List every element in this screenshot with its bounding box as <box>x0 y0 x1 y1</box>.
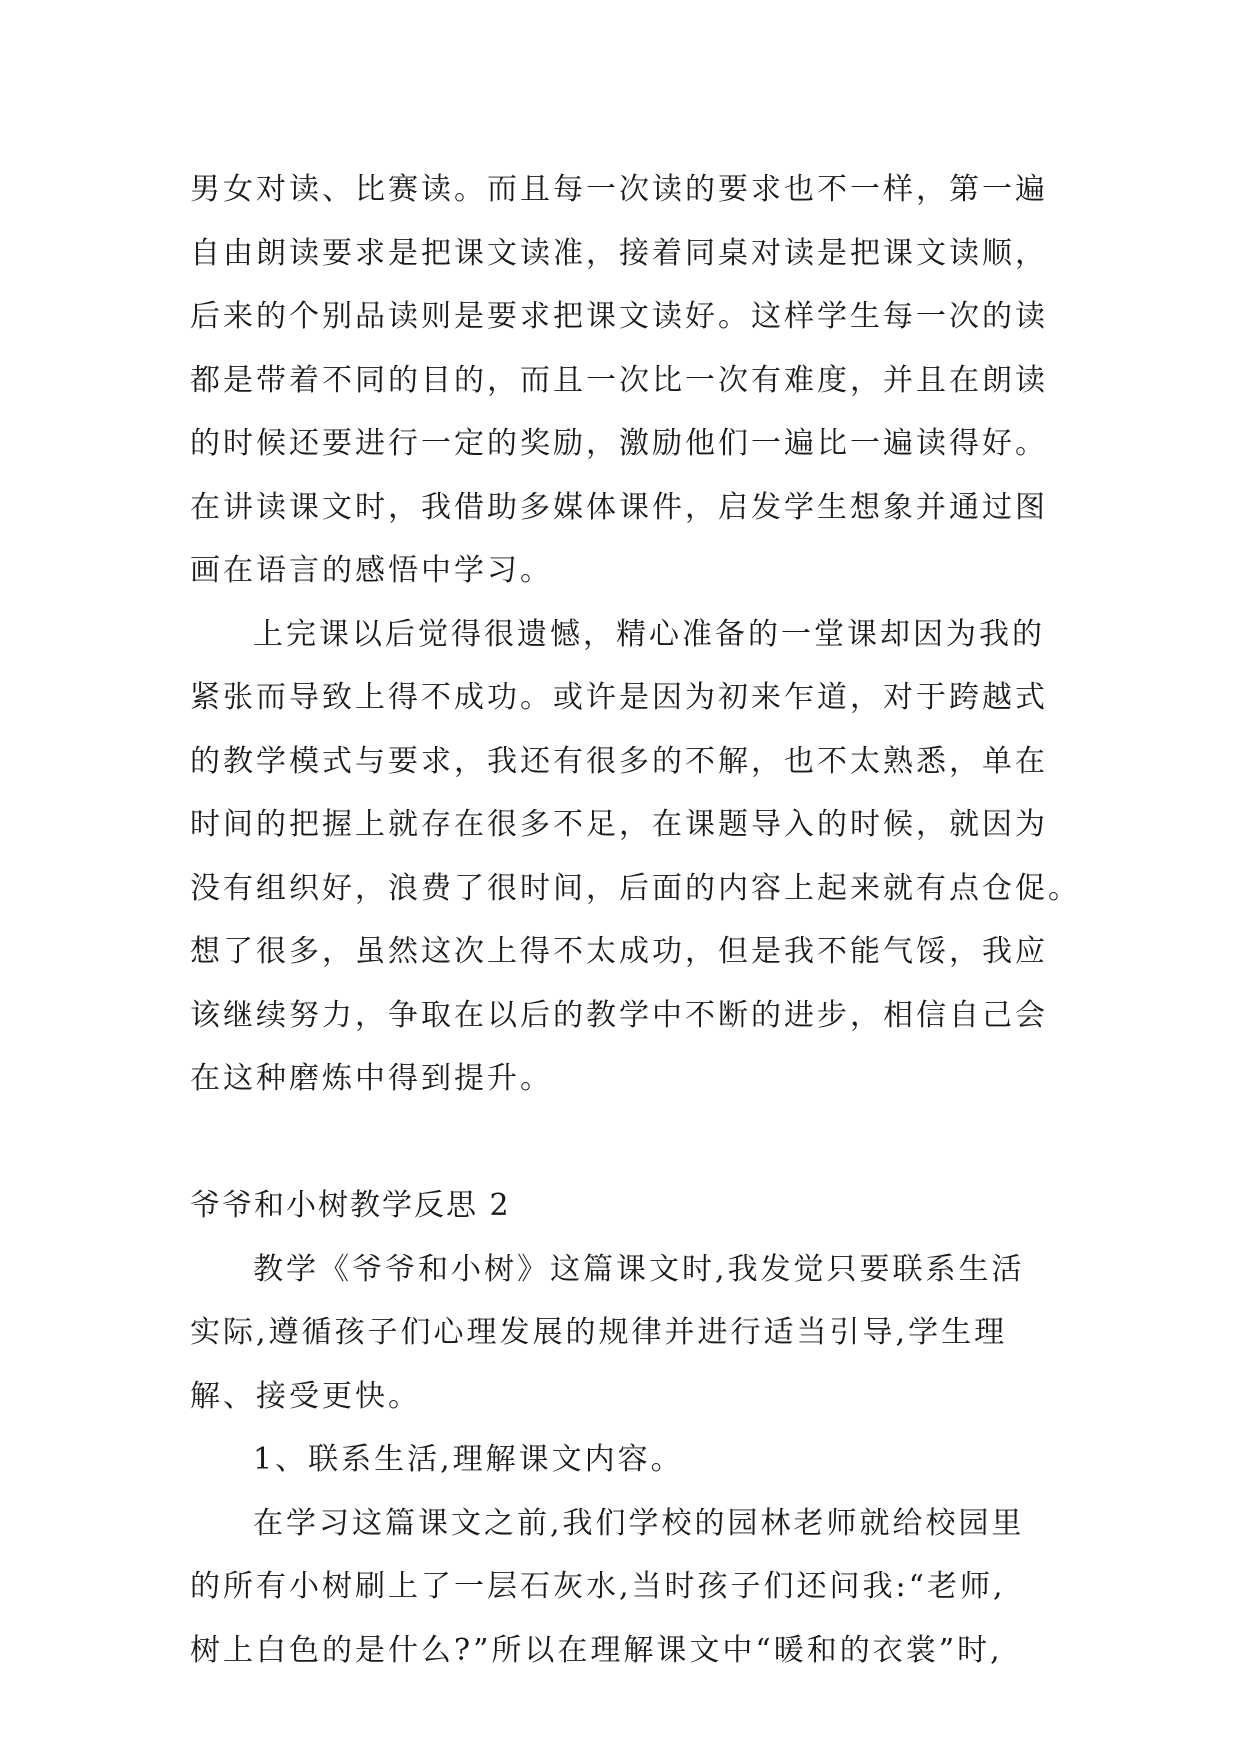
numbered-point: 1、联系生活,理解课文内容。 <box>253 1442 684 1477</box>
text-line: 解、接受更快。 <box>190 1378 421 1414</box>
text-line: 该继续努力，争取在以后的教学中不断的进步，相信自己会 <box>190 997 1048 1033</box>
text-line: 都是带着不同的目的，而且一次比一次有难度，并且在朗读 <box>190 362 1048 398</box>
text-line: 紧张而导致上得不成功。或许是因为初来乍道，对于跨越式 <box>190 680 1048 715</box>
section-spacer <box>190 1111 1060 1175</box>
paragraph-first-line: 上完课以后觉得很遗憾，精心准备的一堂课却因为我的 <box>253 616 1045 652</box>
text-line: 的所有小树刷上了一层石灰水,当时孩子们还问我:“老师, <box>190 1569 1006 1604</box>
paragraph-first-line: 在学习这篇课文之前,我们学校的园林老师就给校园里 <box>253 1505 1025 1541</box>
paragraph-first-line: 教学《爷爷和小树》这篇课文时,我发觉只要联系生活 <box>253 1251 1025 1287</box>
text-line: 树上白色的是什么?”所以在理解课文中“暖和的衣裳”时, <box>190 1632 1003 1668</box>
text-line: 想了很多，虽然这次上得不太成功，但是我不能气馁，我应 <box>190 934 1048 969</box>
text-line: 画在语言的感悟中学习。 <box>190 553 553 588</box>
text-line: 没有组织好，浪费了很时间，后面的内容上起来就有点仓促。 <box>190 870 1081 906</box>
text-line: 实际,遵循孩子们心理发展的规律并进行适当引导,学生理 <box>190 1315 1008 1350</box>
text-line: 的教学模式与要求，我还有很多的不解，也不太熟悉，单在 <box>190 743 1048 779</box>
section-heading: 爷爷和小树教学反思 2 <box>190 1188 511 1223</box>
text-line: 自由朗读要求是把课文读准，接着同桌对读是把课文读顺， <box>190 235 1048 271</box>
text-line: 在这种磨炼中得到提升。 <box>190 1061 553 1096</box>
text-line: 后来的个别品读则是要求把课文读好。这样学生每一次的读 <box>190 299 1048 334</box>
text-line: 的时候还要进行一定的奖励，激励他们一遍比一遍读得好。 <box>190 426 1048 461</box>
text-line: 在讲读课文时，我借助多媒体课件，启发学生想象并通过图 <box>190 489 1048 525</box>
document-body <box>190 158 1081 1682</box>
text-line: 男女对读、比赛读。而且每一次读的要求也不一样，第一遍 <box>190 172 1048 207</box>
text-line: 时间的把握上就存在很多不足，在课题导入的时候，就因为 <box>190 807 1048 842</box>
